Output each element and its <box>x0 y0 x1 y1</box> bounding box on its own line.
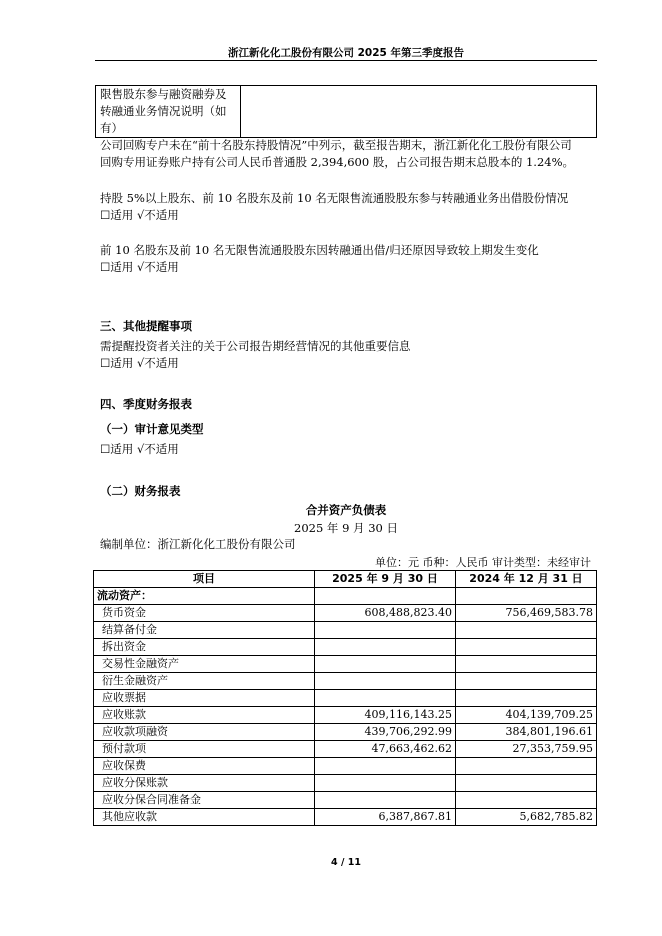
unit-currency-audit: 单位：元 币种：人民币 审计类型：未经审计 <box>375 556 591 569</box>
report-header-title: 浙江新化化工股份有限公司 2025 年第三季度报告 <box>227 47 465 59</box>
row-item: 应收票据 <box>94 690 315 707</box>
row-prior: 5,682,785.82 <box>456 809 597 826</box>
row-prior: 27,353,759.95 <box>456 741 597 758</box>
row-current: 47,663,462.62 <box>315 741 456 758</box>
empty-cell <box>456 588 597 605</box>
row-current <box>315 656 456 673</box>
repurchase-note-line1: 公司回购专户未在“前十名股东持股情况”中列示，截至报告期末，浙江新化化工股份有限公司 <box>100 138 572 152</box>
row-item: 应收款项融资 <box>94 724 315 741</box>
row-current <box>315 758 456 775</box>
row-item: 其他应收款 <box>94 809 315 826</box>
table-row <box>94 622 597 639</box>
row-item: 货币资金 <box>94 605 315 622</box>
header-divider <box>95 60 597 61</box>
row-prior <box>456 758 597 775</box>
row-current: 439,706,292.99 <box>315 724 456 741</box>
audit-opinion-heading: （一）审计意见类型 <box>100 422 204 436</box>
restricted-value-cell <box>241 86 597 138</box>
row-current <box>315 792 456 809</box>
row-current: 409,116,143.25 <box>315 707 456 724</box>
row-prior <box>456 690 597 707</box>
row-prior <box>456 775 597 792</box>
row-prior <box>456 673 597 690</box>
row-item: 预付款项 <box>94 741 315 758</box>
table-row <box>94 775 597 792</box>
header-item: 项目 <box>94 571 315 588</box>
table-row <box>94 690 597 707</box>
table-row <box>94 741 597 758</box>
section3-options: ☐适用 √不适用 <box>100 356 179 370</box>
row-current: 608,488,823.40 <box>315 605 456 622</box>
row-current <box>315 690 456 707</box>
row-item: 拆出资金 <box>94 639 315 656</box>
row-current: 6,387,867.81 <box>315 809 456 826</box>
balance-sheet-title: 合并资产负债表 <box>305 503 387 517</box>
row-item: 应收分保合同准备金 <box>94 792 315 809</box>
row-prior <box>456 656 597 673</box>
preparer-company: 编制单位：浙江新化化工股份有限公司 <box>100 537 296 551</box>
restricted-label-line1: 限售股东参与融资融券及 <box>100 87 227 101</box>
restricted-label-line2: 转融通业务情况说明（如 <box>100 104 227 118</box>
table-row <box>94 707 597 724</box>
lending-options: ☐适用 √不适用 <box>100 208 179 222</box>
change-options: ☐适用 √不适用 <box>100 260 179 274</box>
row-prior: 384,801,196.61 <box>456 724 597 741</box>
table-row <box>94 656 597 673</box>
table-row <box>94 724 597 741</box>
row-prior: 404,139,709.25 <box>456 707 597 724</box>
row-prior <box>456 639 597 656</box>
current-assets-label: 流动资产： <box>94 588 315 605</box>
row-prior: 756,469,583.78 <box>456 605 597 622</box>
section3-heading: 三、其他提醒事项 <box>100 319 192 333</box>
row-prior <box>456 622 597 639</box>
table-row <box>94 758 597 775</box>
row-current <box>315 673 456 690</box>
balance-sheet-table <box>93 570 597 826</box>
row-item: 衍生金融资产 <box>94 673 315 690</box>
row-item: 应收分保账款 <box>94 775 315 792</box>
restricted-label-cell <box>96 86 241 138</box>
balance-sheet-header-row <box>94 571 597 588</box>
table-row <box>94 792 597 809</box>
row-current <box>315 775 456 792</box>
table-row <box>94 639 597 656</box>
header-prior-period: 2024 年 12 月 31 日 <box>456 571 597 588</box>
financial-statements-heading: （二）财务报表 <box>100 484 181 498</box>
row-item: 应收保费 <box>94 758 315 775</box>
balance-sheet-date: 2025 年 9 月 30 日 <box>294 521 398 535</box>
row-item: 结算备付金 <box>94 622 315 639</box>
restricted-label-line3: 有） <box>100 121 123 135</box>
page-number: 4 / 11 <box>331 857 361 868</box>
section4-heading: 四、季度财务报表 <box>100 397 192 411</box>
repurchase-note-line2: 回购专用证券账户持有公司人民币普通股 2,394,600 股，占公司报告期末总股本的 1.24%。 <box>100 155 575 169</box>
table-row <box>94 605 597 622</box>
section3-text: 需提醒投资者关注的关于公司报告期经营情况的其他重要信息 <box>100 339 411 353</box>
row-prior <box>456 792 597 809</box>
change-title: 前 10 名股东及前 10 名无限售流通股股东因转融通出借/归还原因导致较上期发生变化 <box>100 243 539 257</box>
row-current <box>315 622 456 639</box>
row-current <box>315 639 456 656</box>
section-row <box>94 588 597 605</box>
empty-cell <box>315 588 456 605</box>
row-item: 交易性金融资产 <box>94 656 315 673</box>
audit-opinion-options: ☐适用 √不适用 <box>100 442 179 456</box>
header-current-period: 2025 年 9 月 30 日 <box>315 571 456 588</box>
restricted-shareholders-table <box>95 85 597 138</box>
repurchase-note <box>100 137 595 171</box>
table-row <box>94 809 597 826</box>
table-row <box>94 673 597 690</box>
lending-title: 持股 5%以上股东、前 10 名股东及前 10 名无限售流通股股东参与转融通业务出借股份情况 <box>100 191 569 205</box>
row-item: 应收账款 <box>94 707 315 724</box>
